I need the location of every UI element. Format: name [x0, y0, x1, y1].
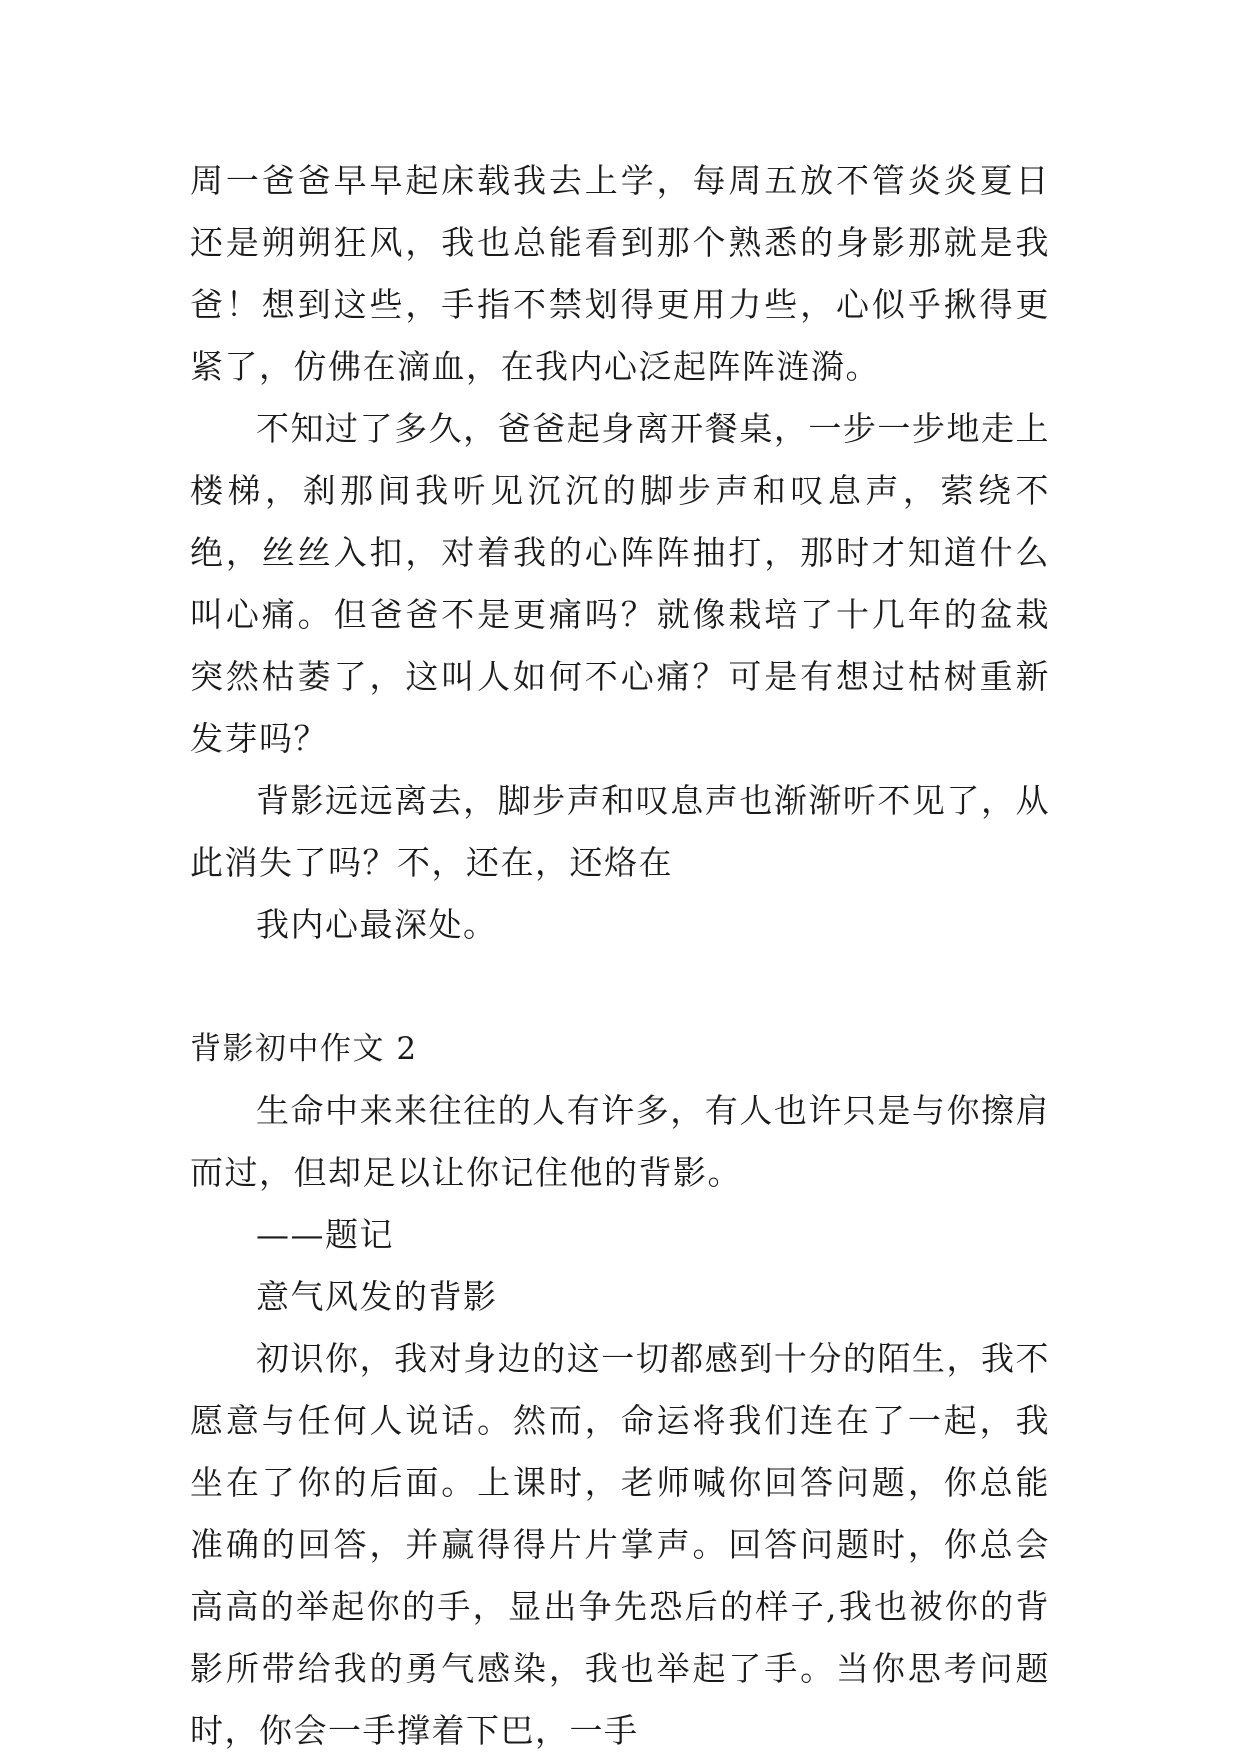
paragraph: 生命中来来往往的人有许多，有人也许只是与你擦肩而过，但却足以让你记住他的背影。: [190, 1091, 1050, 1192]
paragraph: 我内心最深处。: [256, 905, 498, 944]
section-spacer: [190, 956, 1050, 1018]
subsection-title: 意气风发的背影: [256, 1277, 498, 1316]
document-body: [190, 150, 1050, 1762]
paragraph: 初识你，我对身边的这一切都感到十分的陌生，我不愿意与任何人说话。然而，命运将我们连在了一起，我坐在了你的后面。上课时，老师喊你回答问题，你总能准确的回答，并赢得得片片掌声。回答问题时，你总会高高的举起你的手，显出争先恐后的样子,我也被你的背影所带给我的勇气感染，我也举起了手。当你思考问题时，你会一手撑着下巴，一手: [190, 1339, 1050, 1750]
paragraph-continuation: 周一爸爸早早起床载我去上学，每周五放不管炎炎夏日还是朔朔狂风，我也总能看到那个熟悉的身影那就是我爸！想到这些，手指不禁划得更用力些，心似乎揪得更紧了，仿佛在滴血，在我内心泛起阵阵涟漪。: [190, 161, 1050, 386]
paragraph: 背影远远离去，脚步声和叹息声也渐渐听不见了，从此消失了吗？不，还在，还烙在: [190, 781, 1050, 882]
section-title: 背影初中作文 2: [190, 1031, 418, 1067]
paragraph: 不知过了多久，爸爸起身离开餐桌，一步一步地走上楼梯，刹那间我听见沉沉的脚步声和叹息声，萦绕不绝，丝丝入扣，对着我的心阵阵抽打，那时才知道什么叫心痛。但爸爸不是更痛吗？就像栽培了十几年的盆栽突然枯萎了，这叫人如何不心痛？可是有想过枯树重新发芽吗？: [190, 409, 1050, 758]
epigraph-attribution: ——题记: [256, 1215, 394, 1254]
